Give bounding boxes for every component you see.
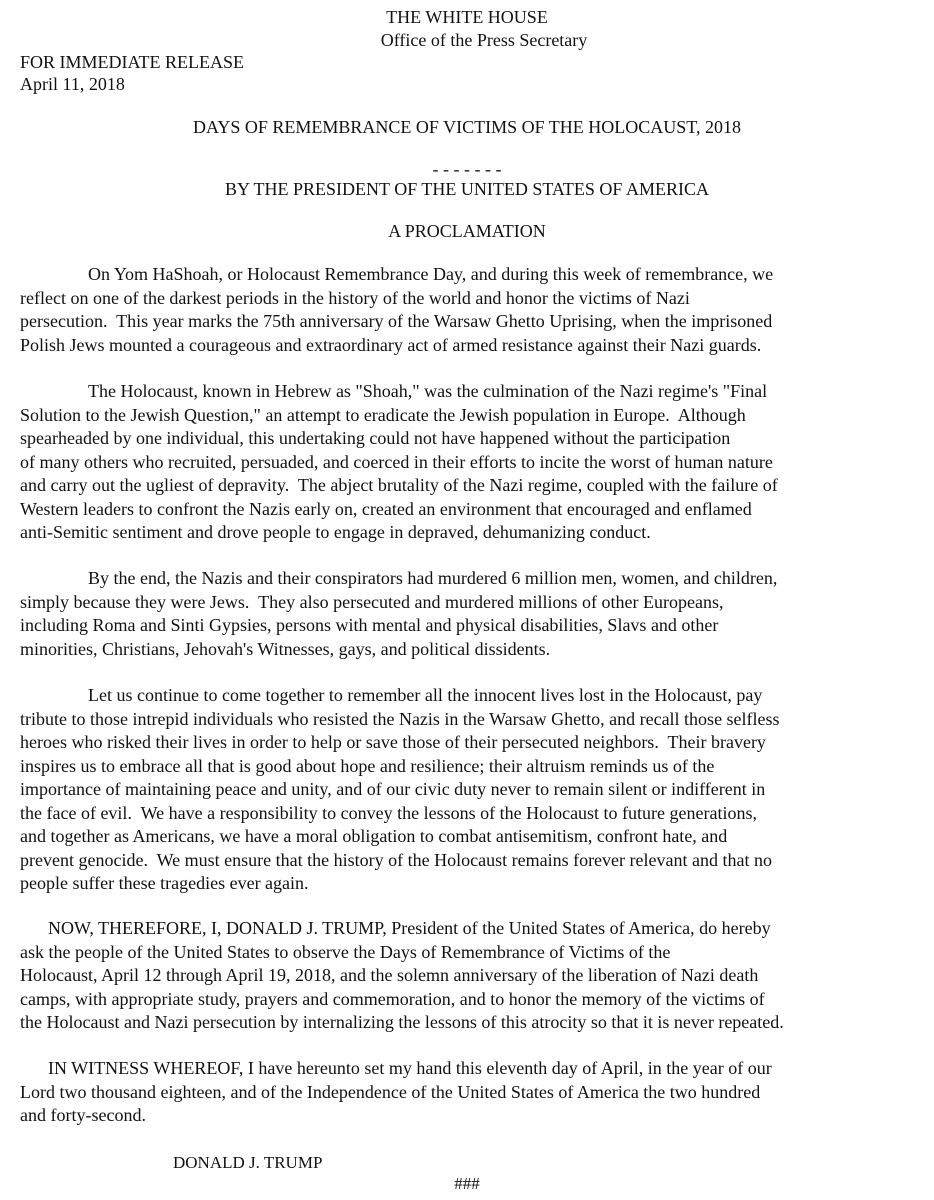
paragraph-2	[20, 380, 880, 545]
paragraph-line: On Yom HaShoah, or Holocaust Remembrance Day, and during this week of remembrance, we	[88, 264, 774, 284]
paragraph-line: Polish Jews mounted a courageous and extraordinary act of armed resistance against their Nazi guards.	[20, 334, 762, 355]
title-separator: - - - - - - -	[432, 159, 502, 179]
paragraph-line: Solution to the Jewish Question," an attempt to eradicate the Jewish population in Europe. Although	[20, 404, 746, 425]
paragraph-line: the face of evil. We have a responsibility to convey the lessons of the Holocaust to future generations,	[20, 802, 758, 823]
paragraph-line: Western leaders to confront the Nazis early on, created an environment that encouraged and enflamed	[20, 498, 752, 519]
paragraph-line: prevent genocide. We must ensure that the history of the Holocaust remains forever relevant and that no	[20, 849, 772, 870]
paragraph-3	[20, 567, 880, 661]
paragraph-line: Lord two thousand eighteen, and of the Independence of the United States of America the two hundred	[20, 1081, 761, 1102]
paragraph-line: importance of maintaining peace and unity, and of our civic duty never to remain silent or indifferent in	[20, 779, 766, 799]
paragraph-6	[20, 1057, 880, 1128]
paragraph-5	[20, 917, 880, 1035]
paragraph-line: inspires us to embrace all that is good about hope and resilience; their altruism reminds us of the	[20, 755, 715, 776]
paragraph-line: simply because they were Jews. They also persecuted and murdered millions of other Europeans,	[20, 591, 724, 612]
end-mark: ###	[454, 1174, 480, 1193]
paragraph-line: camps, with appropriate study, prayers and commemoration, and to honor the memory of the victims of	[20, 988, 765, 1009]
paragraph-line: Let us continue to come together to remember all the innocent lives lost in the Holocaust, pay	[88, 685, 763, 705]
signature: DONALD J. TRUMP	[173, 1153, 323, 1172]
release-date: April 11, 2018	[20, 74, 125, 94]
paragraph-line: anti-Semitic sentiment and drove people to engage in depraved, dehumanizing conduct.	[20, 522, 651, 542]
paragraph-line: and carry out the ugliest of depravity. The abject brutality of the Nazi regime, coupled with the failure of	[20, 475, 778, 495]
office-name: Office of the Press Secretary	[380, 30, 588, 50]
paragraph-line: and forty-second.	[20, 1105, 146, 1125]
paragraph-line: Holocaust, April 12 through April 19, 2018, and the solemn anniversary of the liberation of Nazi death	[20, 965, 759, 985]
paragraph-line: of many others who recruited, persuaded, and coerced in their efforts to incite the worst of human nature	[20, 451, 773, 472]
paragraph-line: persecution. This year marks the 75th anniversary of the Warsaw Ghetto Uprising, when the imprisoned	[20, 311, 773, 331]
release-label: FOR IMMEDIATE RELEASE	[20, 52, 244, 72]
paragraph-line: ask the people of the United States to observe the Days of Remembrance of Victims of the	[20, 941, 671, 962]
by-line: BY THE PRESIDENT OF THE UNITED STATES OF AMERICA	[225, 179, 709, 199]
paragraph-1	[20, 263, 880, 357]
paragraph-line: By the end, the Nazis and their conspirators had murdered 6 million men, women, and children,	[88, 568, 778, 588]
paragraph-line: IN WITNESS WHEREOF, I have hereunto set my hand this eleventh day of April, in the year of our	[48, 1058, 772, 1078]
paragraph-line: NOW, THEREFORE, I, DONALD J. TRUMP, President of the United States of America, do hereby	[48, 918, 771, 938]
paragraph-line: spearheaded by one individual, this undertaking could not have happened without the participation	[20, 428, 731, 448]
paragraph-line: The Holocaust, known in Hebrew as "Shoah," was the culmination of the Nazi regime's "Final	[88, 381, 768, 401]
paragraph-line: tribute to those intrepid individuals who resisted the Nazis in the Warsaw Ghetto, and recall those selfless	[20, 708, 780, 729]
paragraph-line: including Roma and Sinti Gypsies, persons with mental and physical disabilities, Slavs and other	[20, 615, 719, 635]
paragraph-line: heroes who risked their lives in order to help or save those of their persecuted neighbors. Their bravery	[20, 732, 766, 752]
proclamation-heading: A PROCLAMATION	[388, 221, 546, 241]
paragraph-line: reflect on one of the darkest periods in the history of the world and honor the victims of Nazi	[20, 287, 690, 308]
paragraph-line: the Holocaust and Nazi persecution by internalizing the lessons of this atrocity so that it is never repeated.	[20, 1012, 784, 1032]
document-title: DAYS OF REMEMBRANCE OF VICTIMS OF THE HOLOCAUST, 2018	[193, 117, 741, 137]
org-name: THE WHITE HOUSE	[386, 7, 548, 27]
paragraph-4	[20, 684, 880, 896]
paragraph-line: and together as Americans, we have a moral obligation to combat antisemitism, confront hate, and	[20, 826, 728, 846]
paragraph-line: minorities, Christians, Jehovah's Witnesses, gays, and political dissidents.	[20, 638, 551, 659]
paragraph-line: people suffer these tragedies ever again.	[20, 873, 309, 893]
